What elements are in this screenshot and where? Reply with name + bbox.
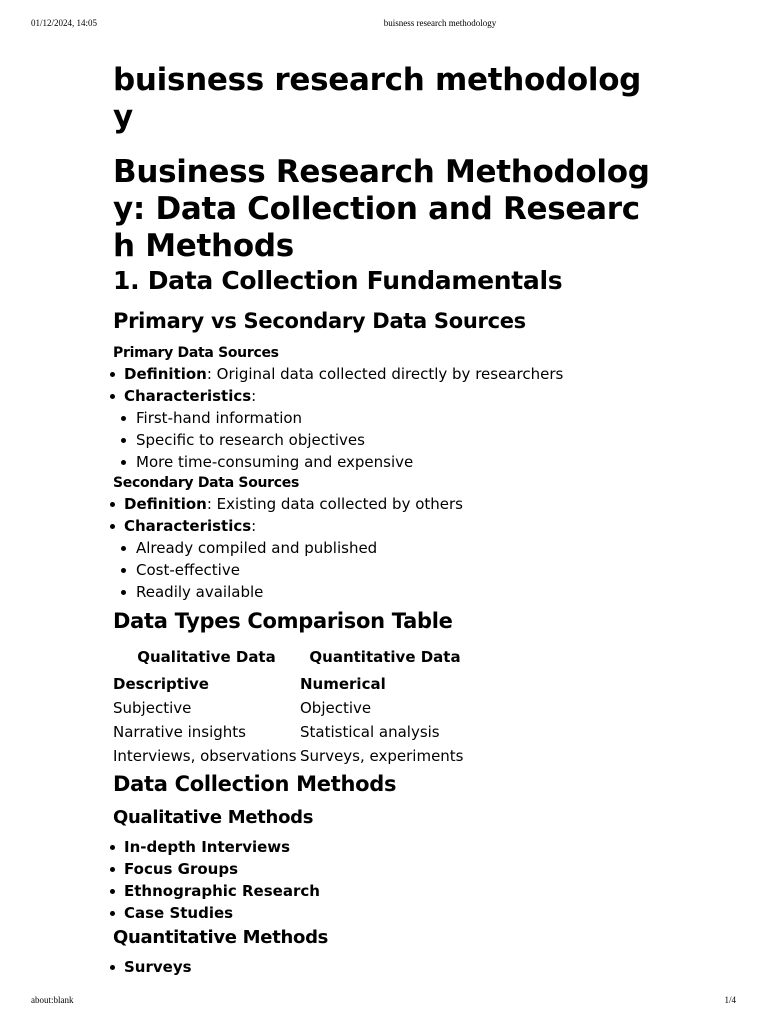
table-header-quantitative: Quantitative Data: [309, 648, 461, 666]
list-item: Cost-effective: [113, 559, 658, 581]
list-item: In-depth Interviews: [113, 836, 658, 858]
quantitative-methods-list: [113, 956, 658, 978]
primary-definition-item: [113, 363, 658, 385]
qualitative-methods-list: [113, 836, 658, 924]
list-item: Readily available: [113, 581, 658, 603]
subheading-primary-vs-secondary: Primary vs Secondary Data Sources: [113, 309, 526, 333]
secondary-characteristics-item: [113, 515, 658, 537]
table-cell: Numerical: [300, 675, 386, 693]
table-cell: Subjective: [113, 699, 192, 717]
characteristics-suffix: :: [251, 387, 257, 405]
primary-characteristics-item: [113, 385, 658, 407]
secondary-definition-item: [113, 493, 658, 515]
table-row: [113, 744, 470, 768]
list-item: Focus Groups: [113, 858, 658, 880]
table-row: [113, 672, 470, 696]
document-title: buisness research methodology: [113, 62, 642, 135]
definition-text: : Existing data collected by others: [206, 495, 463, 513]
table-cell: Statistical analysis: [300, 723, 440, 741]
table-row: [113, 696, 470, 720]
definition-text: : Original data collected directly by researchers: [206, 365, 564, 383]
print-footer: [0, 995, 768, 1015]
table-header-qualitative: Qualitative Data: [137, 648, 276, 666]
print-header: [0, 18, 768, 38]
main-heading: Business Research Methodology: Data Collection and Research Methods: [113, 154, 650, 264]
quantitative-methods-heading: Quantitative Methods: [113, 927, 329, 948]
characteristics-suffix: :: [251, 517, 257, 535]
list-item: Already compiled and published: [113, 537, 658, 559]
definition-label: Definition: [124, 495, 207, 513]
qualitative-methods-heading: Qualitative Methods: [113, 807, 314, 828]
primary-data-list: [113, 363, 658, 473]
print-url: about:blank: [31, 995, 74, 1005]
document-body: [113, 60, 658, 978]
definition-label: Definition: [124, 365, 207, 383]
characteristics-label: Characteristics: [124, 517, 252, 535]
list-item: Surveys: [113, 956, 658, 978]
characteristics-label: Characteristics: [124, 387, 252, 405]
section-heading-data-collection-fundamentals: 1. Data Collection Fundamentals: [113, 266, 563, 295]
primary-data-sources-heading: Primary Data Sources: [113, 345, 279, 361]
table-header-row: [113, 648, 470, 672]
list-item: More time-consuming and expensive: [113, 451, 658, 473]
table-cell: Descriptive: [113, 675, 209, 693]
table-row: [113, 720, 470, 744]
data-types-table: [113, 648, 470, 768]
table-cell: Objective: [300, 699, 372, 717]
print-page-number: 1/4: [724, 995, 736, 1005]
table-cell: Interviews, observations: [113, 747, 297, 765]
list-item: Ethnographic Research: [113, 880, 658, 902]
list-item: First-hand information: [113, 407, 658, 429]
list-item: Case Studies: [113, 902, 658, 924]
methods-heading: Data Collection Methods: [113, 772, 397, 796]
list-item: Specific to research objectives: [113, 429, 658, 451]
print-doc-name: buisness research methodology: [383, 18, 497, 28]
secondary-data-list: [113, 493, 658, 603]
table-cell: Surveys, experiments: [300, 747, 464, 765]
secondary-data-sources-heading: Secondary Data Sources: [113, 475, 300, 491]
table-cell: Narrative insights: [113, 723, 246, 741]
print-datetime: 01/12/2024, 14:05: [31, 18, 98, 28]
table-heading: Data Types Comparison Table: [113, 609, 453, 633]
